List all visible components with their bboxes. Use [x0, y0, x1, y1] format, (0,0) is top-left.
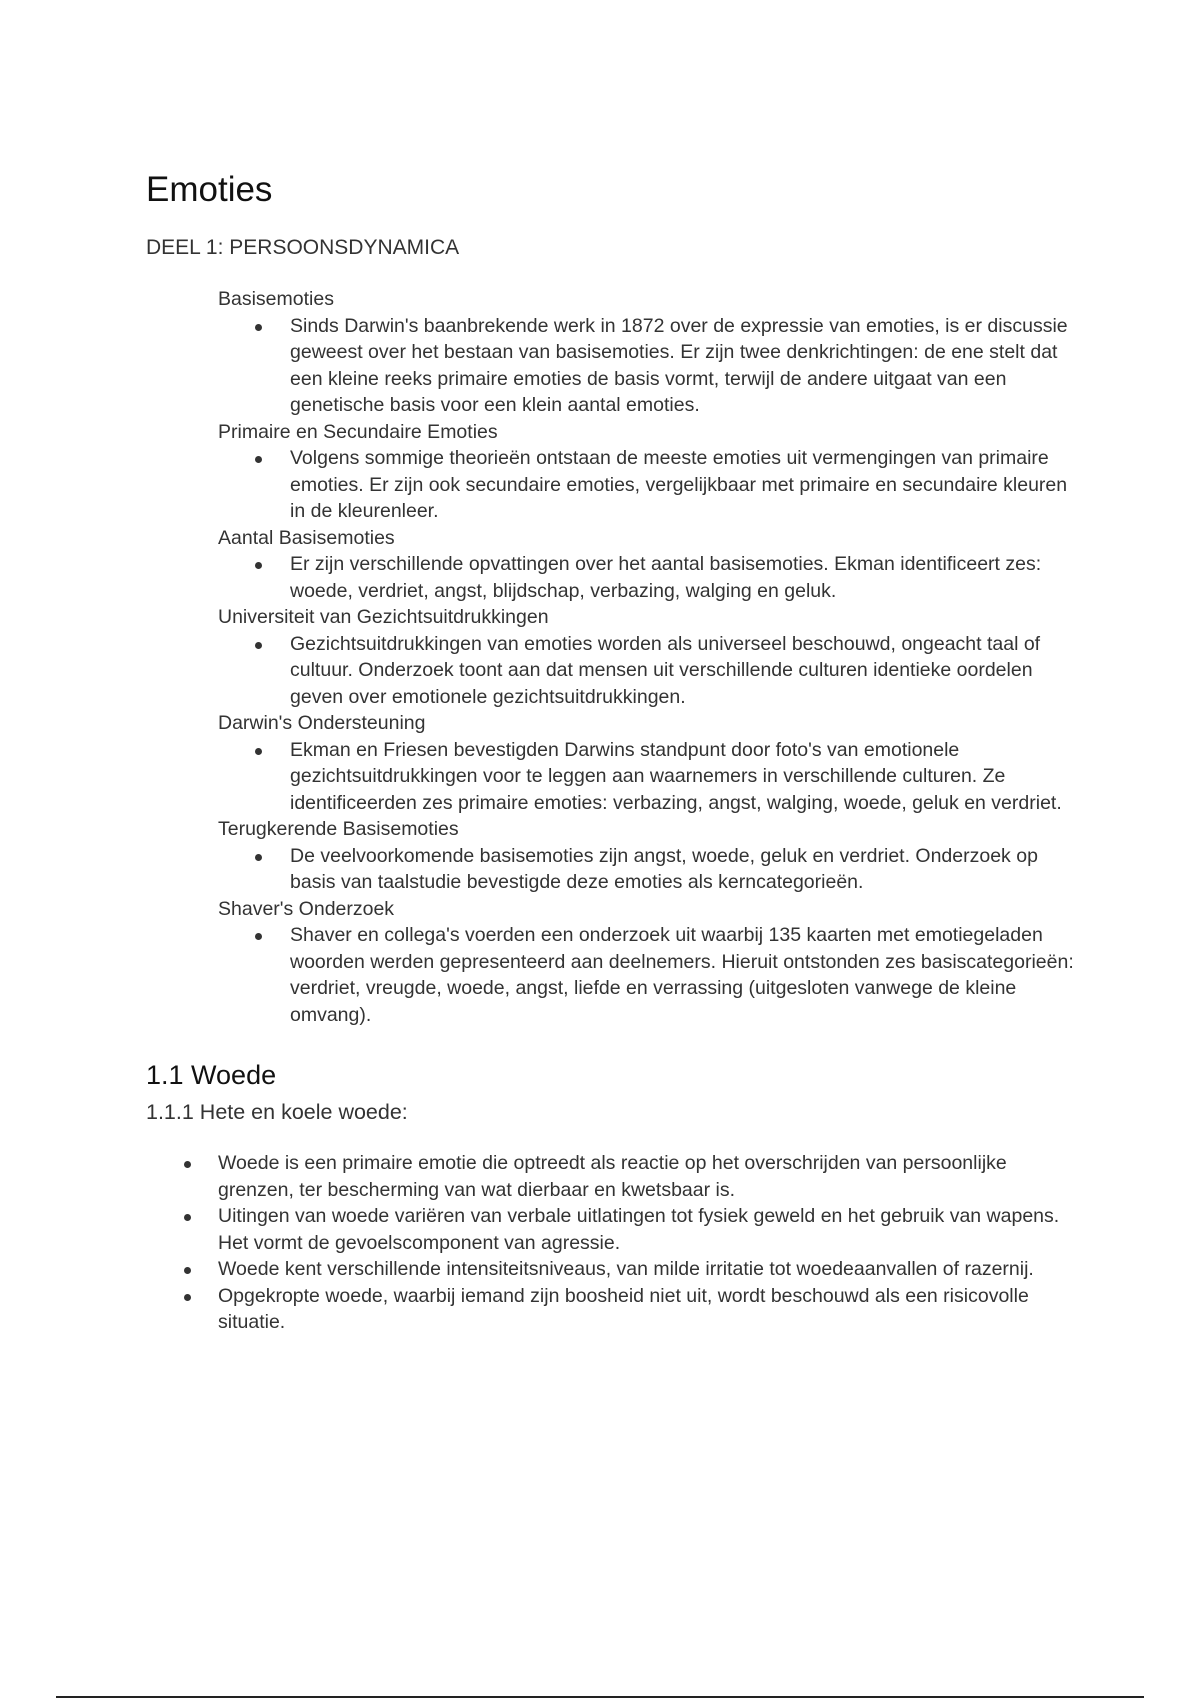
bullet-icon — [255, 324, 262, 331]
topic-title: Terugkerende Basisemoties — [218, 818, 459, 840]
list-item — [290, 922, 1076, 1028]
list-item-text: Volgens sommige theorieën ontstaan de meeste emoties uit vermengingen van primaire emoties. Er zijn ook secundaire emoties, vergelijkbaar met primaire en secundaire kleuren in de kleurenleer. — [290, 447, 1068, 522]
list-item — [218, 1283, 1076, 1336]
list-item — [218, 1203, 1076, 1256]
list-item-text: Opgekropte woede, waarbij iemand zijn boosheid niet uit, wordt beschouwd als een risicovolle situatie. — [218, 1284, 1029, 1333]
list-item — [218, 1256, 1076, 1283]
list-item-text: Ekman en Friesen bevestigden Darwins standpunt door foto's van emotionele gezichtsuitdrukkingen voor te leggen aan waarnemers in verschillende culturen. Ze identificeerden zes primaire emoties: verbazing, angst, walging, woede, geluk en verdriet. — [290, 738, 1062, 814]
topics-list — [146, 286, 1076, 1028]
bullet-icon — [184, 1214, 191, 1221]
topic-bullets — [218, 922, 1076, 1028]
list-item — [290, 737, 1076, 817]
bullet-icon — [255, 748, 262, 755]
list-item-text: Sinds Darwin's baanbrekende werk in 1872 over de expressie van emoties, is er discussie geweest over het bestaan van basisemoties. Er zijn twee denkrichtingen: de ene stelt dat een kleine reeks primaire emoties de basis vormt, terwijl de andere uitgaat van een genetische basis voor een klein aantal emoties. — [290, 314, 1068, 416]
bullet-icon — [255, 456, 262, 463]
list-item-text: Gezichtsuitdrukkingen van emoties worden als universeel beschouwd, ongeacht taal of cultuur. Onderzoek toont aan dat mensen uit verschillende culturen identieke oordelen geven over emotionele gezichtsuitdrukkingen. — [290, 632, 1041, 708]
bullet-icon — [255, 562, 262, 569]
list-item-text: Uitingen van woede variëren van verbale uitlatingen tot fysiek geweld en het gebruik van wapens. Het vormt de gevoelscomponent van agressie. — [218, 1205, 1060, 1254]
list-item — [290, 313, 1076, 419]
bullet-icon — [184, 1267, 191, 1274]
section-heading: 1.1 Woede — [146, 1060, 277, 1090]
topic-bullets — [218, 445, 1076, 525]
topic-title: Primaire en Secundaire Emoties — [218, 420, 498, 443]
subsection-heading: 1.1.1 Hete en koele woede: — [146, 1100, 408, 1124]
bullet-icon — [255, 642, 262, 649]
list-item — [290, 631, 1076, 711]
part-heading: DEEL 1: PERSOONSDYNAMICA — [146, 236, 460, 259]
list-item-text: Shaver en collega's voerden een onderzoek uit waarbij 135 kaarten met emotiegeladen woorden werden gepresenteerd aan deelnemers. Hieruit ontstonden zes basiscategorieën: verdriet, vreugde, woede, angst, liefde en verrassing (uitgesloten vanwege de kleine omvang). — [290, 924, 1074, 1026]
list-item-text: Er zijn verschillende opvattingen over het aantal basisemoties. Ekman identificeert zes: woede, verdriet, angst, blijdschap, verbazing, walging en geluk. — [290, 553, 1042, 602]
bullet-icon — [184, 1294, 191, 1301]
topic-title: Aantal Basisemoties — [218, 526, 395, 549]
list-item — [218, 1150, 1076, 1203]
topic-bullets — [218, 737, 1076, 817]
bullet-icon — [184, 1161, 191, 1168]
topic-bullets — [218, 631, 1076, 711]
topic-title: Universiteit van Gezichtsuitdrukkingen — [218, 606, 549, 628]
woede-bullets — [146, 1150, 1076, 1336]
topic-title: Darwin's Ondersteuning — [218, 712, 426, 734]
list-item-text: De veelvoorkomende basisemoties zijn angst, woede, geluk en verdriet. Onderzoek op basis van taalstudie bevestigde deze emoties als kerncategorieën. — [290, 844, 1038, 893]
document-title: Emoties — [146, 170, 273, 209]
topic-bullets — [218, 313, 1076, 419]
footer-divider — [56, 1696, 1144, 1698]
bullet-icon — [255, 933, 262, 940]
list-item-text: Woede is een primaire emotie die optreedt als reactie op het overschrijden van persoonlijke grenzen, ter bescherming van wat dierbaar en kwetsbaar is. — [218, 1152, 1007, 1201]
list-item — [290, 445, 1076, 525]
list-item — [290, 843, 1076, 896]
list-item-text: Woede kent verschillende intensiteitsniveaus, van milde irritatie tot woedeaanvallen of razernij. — [218, 1258, 1034, 1280]
topic-title: Shaver's Onderzoek — [218, 897, 395, 920]
list-item — [290, 551, 1076, 604]
topic-bullets — [218, 551, 1076, 604]
document-page — [146, 168, 1076, 1336]
topic-bullets — [218, 843, 1076, 896]
topic-title: Basisemoties — [218, 288, 334, 310]
bullet-icon — [255, 854, 262, 861]
